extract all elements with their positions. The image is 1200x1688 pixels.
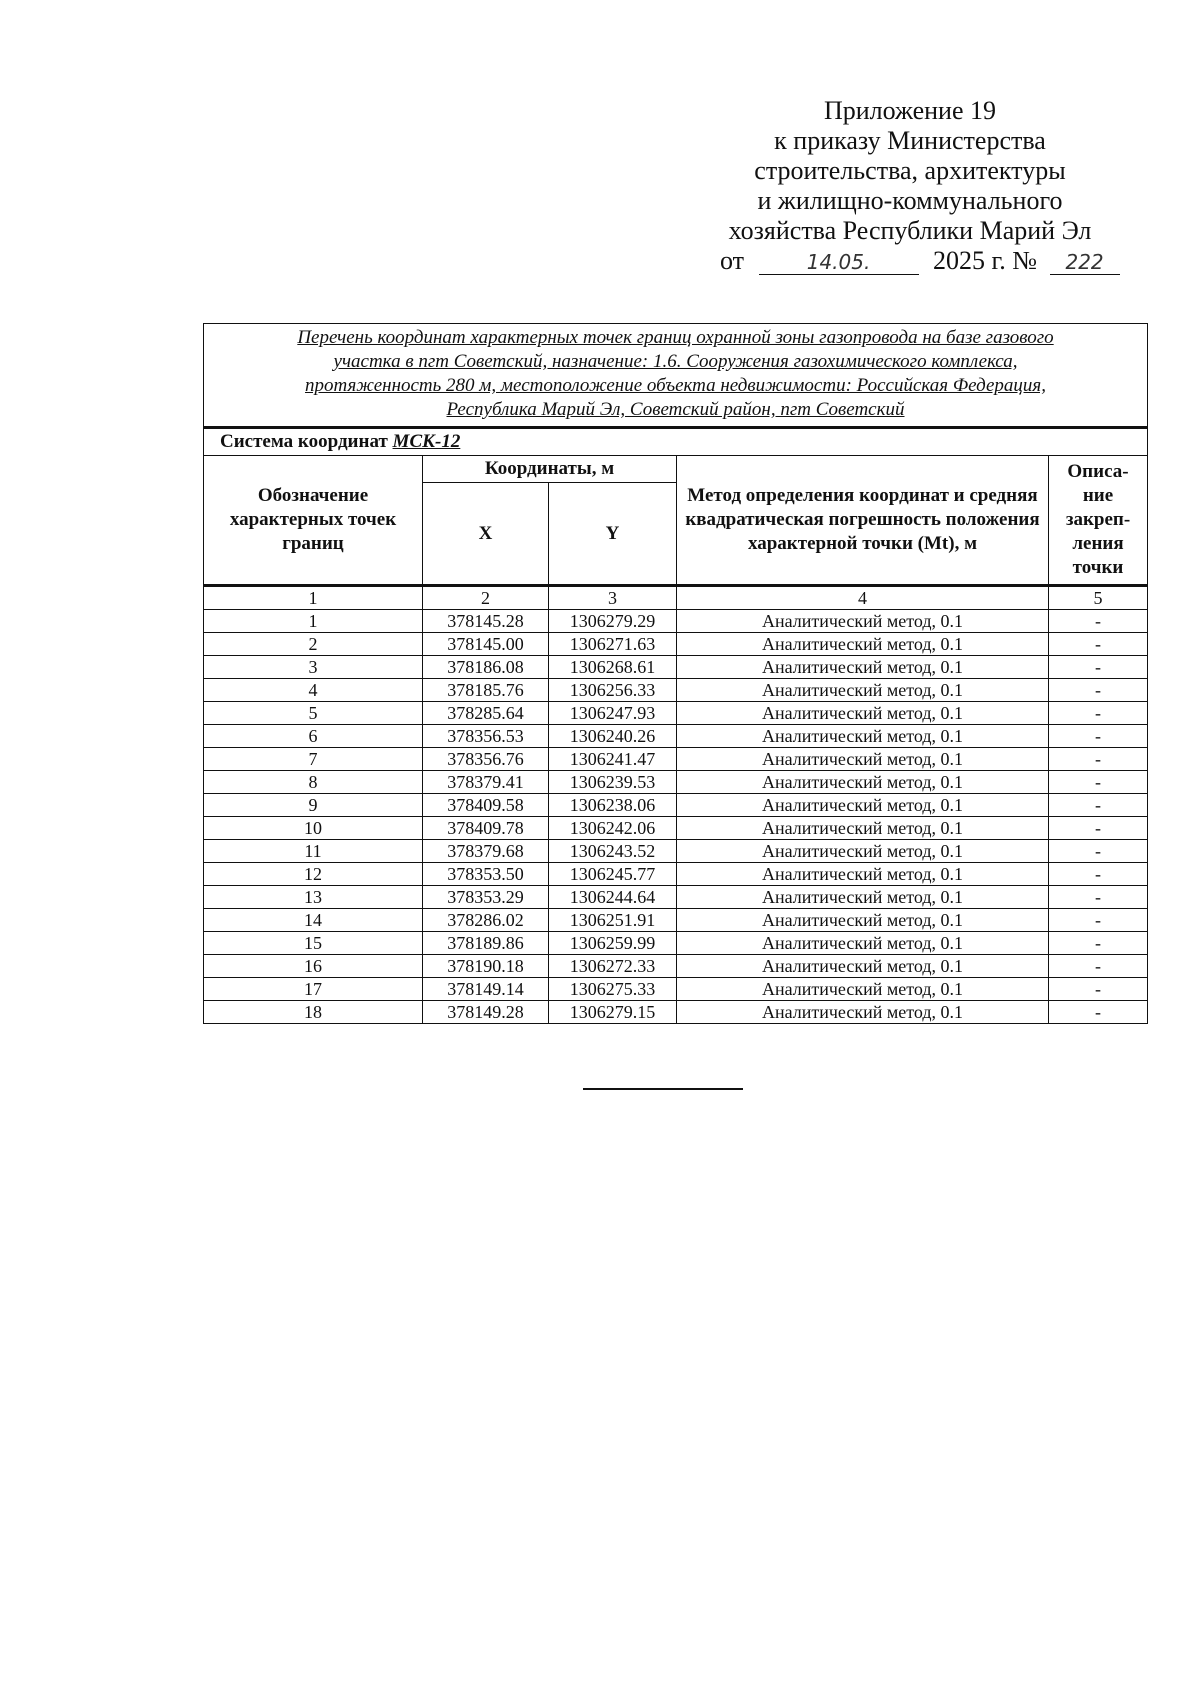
cell-x: 378353.50 — [423, 863, 549, 886]
year-text: 2025 г. № — [933, 246, 1038, 275]
cell-method: Аналитический метод, 0.1 — [677, 679, 1049, 702]
cell-y: 1306272.33 — [549, 955, 677, 978]
cell-method: Аналитический метод, 0.1 — [677, 978, 1049, 1001]
header-coordinates: Координаты, м — [423, 456, 677, 483]
table-row — [204, 725, 1148, 748]
cell-y: 1306238.06 — [549, 794, 677, 817]
column-number-row — [204, 586, 1148, 610]
cell-point: 13 — [204, 886, 423, 909]
cell-description: - — [1049, 932, 1148, 955]
table-title — [204, 324, 1148, 428]
table-body — [204, 610, 1148, 1024]
coordinate-system-label: Система координат — [220, 431, 388, 452]
cell-method: Аналитический метод, 0.1 — [677, 840, 1049, 863]
order-date-line — [700, 246, 1120, 276]
coordinates-table — [203, 323, 1148, 1024]
cell-x: 378353.29 — [423, 886, 549, 909]
cell-method: Аналитический метод, 0.1 — [677, 702, 1049, 725]
cell-y: 1306239.53 — [549, 771, 677, 794]
cell-x: 378145.00 — [423, 633, 549, 656]
handwritten-date: 14.05. — [759, 250, 919, 275]
cell-x: 378409.58 — [423, 794, 549, 817]
cell-description: - — [1049, 978, 1148, 1001]
table-row — [204, 656, 1148, 679]
cell-x: 378285.64 — [423, 702, 549, 725]
cell-description: - — [1049, 725, 1148, 748]
table-row — [204, 702, 1148, 725]
cell-x: 378190.18 — [423, 955, 549, 978]
table-row — [204, 932, 1148, 955]
cell-description: - — [1049, 817, 1148, 840]
header-point: Обозначение характерных точек границ — [204, 456, 423, 586]
cell-point: 2 — [204, 633, 423, 656]
cell-x: 378379.41 — [423, 771, 549, 794]
cell-method: Аналитический метод, 0.1 — [677, 1001, 1049, 1024]
cell-point: 4 — [204, 679, 423, 702]
cell-method: Аналитический метод, 0.1 — [677, 725, 1049, 748]
cell-description: - — [1049, 633, 1148, 656]
cell-point: 15 — [204, 932, 423, 955]
cell-description: - — [1049, 909, 1148, 932]
cell-point: 9 — [204, 794, 423, 817]
cell-description: - — [1049, 863, 1148, 886]
header-row — [204, 456, 1148, 483]
header-y: Y — [549, 483, 677, 586]
cell-method: Аналитический метод, 0.1 — [677, 932, 1049, 955]
table-row — [204, 679, 1148, 702]
table-title-line: Республика Марий Эл, Советский район, пгт Советский — [446, 399, 905, 420]
cell-x: 378149.14 — [423, 978, 549, 1001]
cell-y: 1306243.52 — [549, 840, 677, 863]
column-number: 1 — [204, 586, 423, 610]
cell-point: 12 — [204, 863, 423, 886]
cell-x: 378356.76 — [423, 748, 549, 771]
table-title-line: участка в пгт Советский, назначение: 1.6. Сооружения газохимического комплекса, — [333, 351, 1018, 372]
cell-x: 378379.68 — [423, 840, 549, 863]
cell-y: 1306268.61 — [549, 656, 677, 679]
cell-point: 14 — [204, 909, 423, 932]
coordinate-system-row — [204, 428, 1148, 456]
table-row — [204, 909, 1148, 932]
table-row — [204, 955, 1148, 978]
cell-y: 1306241.47 — [549, 748, 677, 771]
cell-x: 378409.78 — [423, 817, 549, 840]
cell-y: 1306271.63 — [549, 633, 677, 656]
closing-rule — [583, 1088, 743, 1090]
table-row — [204, 863, 1148, 886]
cell-description: - — [1049, 1001, 1148, 1024]
cell-method: Аналитический метод, 0.1 — [677, 656, 1049, 679]
cell-x: 378149.28 — [423, 1001, 549, 1024]
cell-point: 16 — [204, 955, 423, 978]
handwritten-order-number: 222 — [1050, 250, 1120, 275]
table-row — [204, 817, 1148, 840]
table-row — [204, 886, 1148, 909]
cell-method: Аналитический метод, 0.1 — [677, 748, 1049, 771]
table-row — [204, 840, 1148, 863]
table-row — [204, 633, 1148, 656]
table-row — [204, 610, 1148, 633]
header-x: X — [423, 483, 549, 586]
cell-method: Аналитический метод, 0.1 — [677, 771, 1049, 794]
cell-y: 1306279.15 — [549, 1001, 677, 1024]
cell-y: 1306259.99 — [549, 932, 677, 955]
table-row — [204, 978, 1148, 1001]
cell-x: 378189.86 — [423, 932, 549, 955]
cell-point: 5 — [204, 702, 423, 725]
cell-description: - — [1049, 955, 1148, 978]
cell-description: - — [1049, 748, 1148, 771]
cell-description: - — [1049, 679, 1148, 702]
cell-point: 11 — [204, 840, 423, 863]
cell-y: 1306245.77 — [549, 863, 677, 886]
column-number: 2 — [423, 586, 549, 610]
cell-description: - — [1049, 794, 1148, 817]
cell-method: Аналитический метод, 0.1 — [677, 817, 1049, 840]
cell-y: 1306244.64 — [549, 886, 677, 909]
cell-y: 1306247.93 — [549, 702, 677, 725]
cell-method: Аналитический метод, 0.1 — [677, 909, 1049, 932]
cell-point: 3 — [204, 656, 423, 679]
header-line: и жилищно-коммунального — [757, 186, 1063, 215]
column-number: 3 — [549, 586, 677, 610]
cell-y: 1306275.33 — [549, 978, 677, 1001]
cell-method: Аналитический метод, 0.1 — [677, 610, 1049, 633]
cell-description: - — [1049, 656, 1148, 679]
coordinate-system — [204, 428, 1148, 456]
cell-x: 378186.08 — [423, 656, 549, 679]
table-row — [204, 771, 1148, 794]
cell-description: - — [1049, 886, 1148, 909]
cell-method: Аналитический метод, 0.1 — [677, 794, 1049, 817]
cell-x: 378286.02 — [423, 909, 549, 932]
coordinate-system-value: МСК-12 — [392, 431, 461, 452]
table-row — [204, 748, 1148, 771]
cell-point: 17 — [204, 978, 423, 1001]
cell-method: Аналитический метод, 0.1 — [677, 886, 1049, 909]
cell-description: - — [1049, 702, 1148, 725]
cell-x: 378356.53 — [423, 725, 549, 748]
cell-method: Аналитический метод, 0.1 — [677, 863, 1049, 886]
header-line: Приложение 19 — [823, 96, 997, 125]
table-title-line: протяженность 280 м, местоположение объекта недвижимости: Российская Федерация, — [305, 375, 1046, 396]
cell-y: 1306240.26 — [549, 725, 677, 748]
column-number: 5 — [1049, 586, 1148, 610]
header-line: к приказу Министерства — [774, 126, 1046, 155]
cell-description: - — [1049, 771, 1148, 794]
table-row — [204, 1001, 1148, 1024]
header-line: строительства, архитектуры — [754, 156, 1066, 185]
cell-method: Аналитический метод, 0.1 — [677, 633, 1049, 656]
table-row — [204, 794, 1148, 817]
cell-x: 378145.28 — [423, 610, 549, 633]
header-line: хозяйства Республики Марий Эл — [728, 216, 1092, 245]
cell-y: 1306256.33 — [549, 679, 677, 702]
date-prefix: от — [720, 246, 745, 275]
cell-y: 1306279.29 — [549, 610, 677, 633]
cell-description: - — [1049, 610, 1148, 633]
cell-method: Аналитический метод, 0.1 — [677, 955, 1049, 978]
cell-description: - — [1049, 840, 1148, 863]
appendix-header — [700, 96, 1120, 276]
cell-point: 6 — [204, 725, 423, 748]
column-number: 4 — [677, 586, 1049, 610]
cell-point: 8 — [204, 771, 423, 794]
title-row — [204, 324, 1148, 428]
cell-point: 18 — [204, 1001, 423, 1024]
cell-y: 1306251.91 — [549, 909, 677, 932]
cell-point: 7 — [204, 748, 423, 771]
table-title-line: Перечень координат характерных точек границ охранной зоны газопровода на базе газового — [297, 327, 1054, 348]
cell-x: 378185.76 — [423, 679, 549, 702]
cell-point: 1 — [204, 610, 423, 633]
header-method: Метод определения координат и средняя квадратическая погрешность положения характерной точки (Mt), м — [677, 456, 1049, 586]
cell-y: 1306242.06 — [549, 817, 677, 840]
cell-point: 10 — [204, 817, 423, 840]
header-description: Описа-ние закреп-ления точки — [1049, 456, 1148, 586]
